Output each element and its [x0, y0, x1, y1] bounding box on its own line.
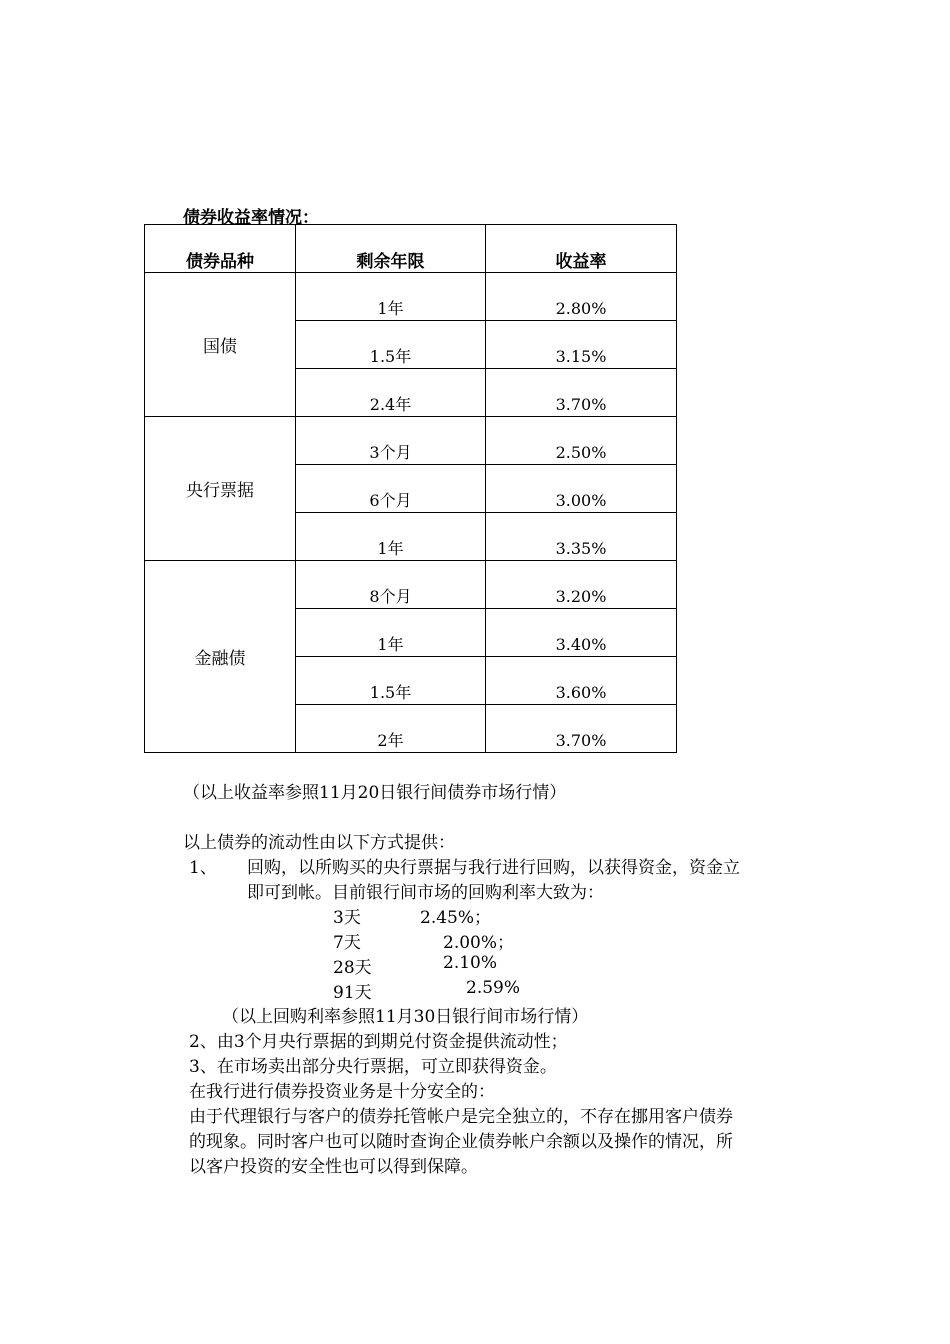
repo-term: 91天: [333, 983, 372, 1003]
yield-cell: 2.80%: [486, 273, 677, 321]
yield-cell: 3.35%: [486, 513, 677, 561]
repo-rate: 2.00%；: [443, 933, 515, 953]
item1-line2: 即可到帐。目前银行间市场的回购利率大致为：: [247, 883, 604, 903]
table-row: [145, 417, 677, 465]
yield-source-note: （以上收益率参照11月20日银行间债券市场行情）: [183, 783, 567, 803]
yield-cell: 3.20%: [486, 561, 677, 609]
table-title: 债券收益率情况：: [183, 208, 319, 228]
repo-term: 7天: [333, 933, 361, 953]
category-cell: 央行票据: [145, 417, 296, 561]
item1-line1: 回购，以所购买的央行票据与我行进行回购，以获得资金，资金立: [247, 858, 740, 878]
item1-number: 1、: [189, 858, 217, 878]
repo-rate: 2.10%: [443, 953, 498, 973]
safety-line1: 由于代理银行与客户的债券托管帐户是完全独立的，不存在挪用客户债券: [189, 1107, 733, 1127]
repo-term: 3天: [333, 908, 361, 928]
term-cell: 6个月: [296, 465, 486, 513]
yield-cell: 3.60%: [486, 657, 677, 705]
table-header-row: [145, 225, 677, 273]
yield-cell: 3.00%: [486, 465, 677, 513]
safety-intro: 在我行进行债券投资业务是十分安全的：: [189, 1082, 495, 1102]
safety-line3: 以客户投资的安全性也可以得到保障。: [189, 1157, 478, 1177]
term-cell: 1.5年: [296, 321, 486, 369]
term-cell: 2年: [296, 705, 486, 753]
item3: 3、在市场卖出部分央行票据，可立即获得资金。: [189, 1057, 557, 1077]
repo-source-note: （以上回购利率参照11月30日银行间市场行情）: [222, 1007, 589, 1027]
category-cell: 金融债: [145, 561, 296, 753]
safety-line2: 的现象。同时客户也可以随时查询企业债券帐户余额以及操作的情况，所: [189, 1132, 733, 1152]
term-cell: 1年: [296, 609, 486, 657]
term-cell: 1年: [296, 513, 486, 561]
repo-rate: 2.59%: [466, 978, 521, 998]
liquidity-intro: 以上债券的流动性由以下方式提供：: [183, 833, 455, 853]
term-cell: 1年: [296, 273, 486, 321]
repo-rate: 2.45%；: [420, 908, 492, 928]
yield-cell: 3.70%: [486, 369, 677, 417]
yield-cell: 3.40%: [486, 609, 677, 657]
category-cell: 国债: [145, 273, 296, 417]
table-row: [145, 561, 677, 609]
yield-cell: 3.15%: [486, 321, 677, 369]
term-cell: 1.5年: [296, 657, 486, 705]
item2: 2、由3个月央行票据的到期兑付资金提供流动性；: [189, 1032, 568, 1052]
yield-cell: 2.50%: [486, 417, 677, 465]
header-remaining-term: 剩余年限: [296, 225, 486, 273]
term-cell: 2.4年: [296, 369, 486, 417]
repo-term: 28天: [333, 958, 372, 978]
header-yield: 收益率: [486, 225, 677, 273]
term-cell: 8个月: [296, 561, 486, 609]
yield-cell: 3.70%: [486, 705, 677, 753]
header-bond-type: 债券品种: [145, 225, 296, 273]
term-cell: 3个月: [296, 417, 486, 465]
bond-yield-table: [144, 224, 677, 753]
table-row: [145, 273, 677, 321]
